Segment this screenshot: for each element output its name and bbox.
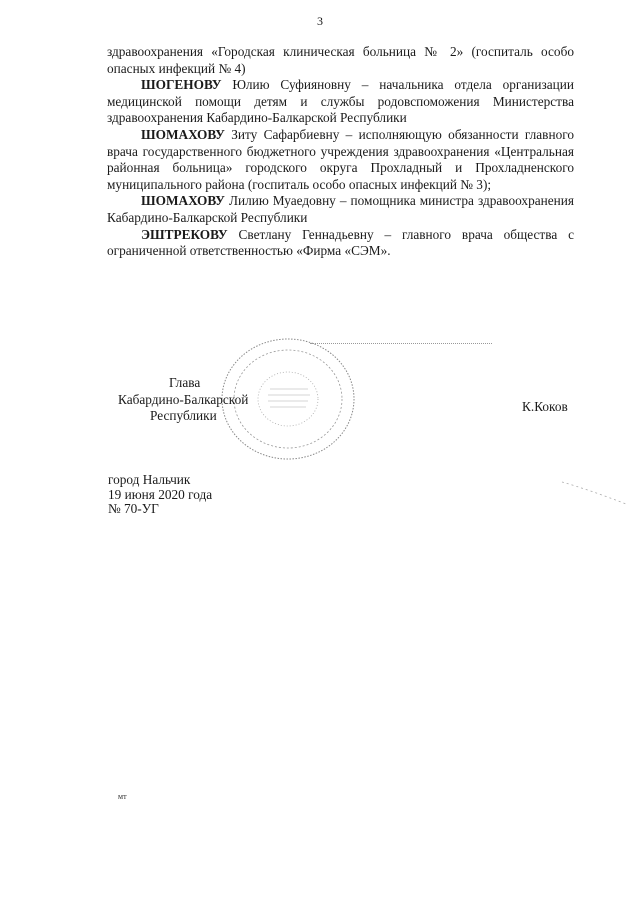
paragraph-text: Светлану Геннадьевну – главного врача общества с ограниченной ответственностью «Фирма «СЭМ». <box>107 226 574 259</box>
surname: ЭШТРЕКОВУ <box>141 226 228 242</box>
pen-mark <box>560 478 630 508</box>
date: 19 июня 2020 года <box>108 486 213 502</box>
page-number: 3 <box>317 14 323 28</box>
paragraph-continuation <box>107 44 574 77</box>
city: город Нальчик <box>108 472 191 487</box>
paragraph-text: здравоохранения «Городская клиническая больница № 2» (госпиталь особо опасных инфекций № 4) <box>107 44 574 76</box>
surname: ШОГЕНОВУ <box>141 77 222 93</box>
surname: ШОМАХОВУ <box>141 126 225 142</box>
paragraph-shomakhova-liliya <box>107 193 574 226</box>
signature-line <box>310 343 492 344</box>
paragraph-shogenova <box>107 77 574 127</box>
document-number: № 70-УГ <box>108 501 159 516</box>
document-footer <box>108 473 212 517</box>
signer-title-line1: Глава <box>169 375 201 390</box>
signer-title-line2: Кабардино-Балкарской <box>118 392 249 407</box>
bottom-mark: мт <box>118 792 127 801</box>
signer-name: К.Коков <box>522 399 568 414</box>
paragraph-text: Юлию Суфияновну – начальника отдела организации медицинской помощи детям и службы родовспоможения Министерства здравоохранения Кабардино-Балкарской Республики <box>107 77 574 126</box>
paragraph-text: Зиту Сафарбиевну – исполняющую обязанности главного врача государственного бюджетного учреждения здравоохранения «Центральная районная больница» городского округа Прохладный и Прохладненского муниципального района (госпиталь особо опасных инфекций № 3); <box>107 126 574 192</box>
document-body <box>107 44 574 260</box>
paragraph-shomakhova-zita <box>107 127 574 193</box>
paragraph-eshtrekova <box>107 227 574 260</box>
surname: ШОМАХОВУ <box>141 193 225 209</box>
signer-title-line3: Республики <box>150 408 217 423</box>
paragraph-text: Лилию Муаедовну – помощника министра здравоохранения Кабардино-Балкарской Республики <box>107 193 574 225</box>
